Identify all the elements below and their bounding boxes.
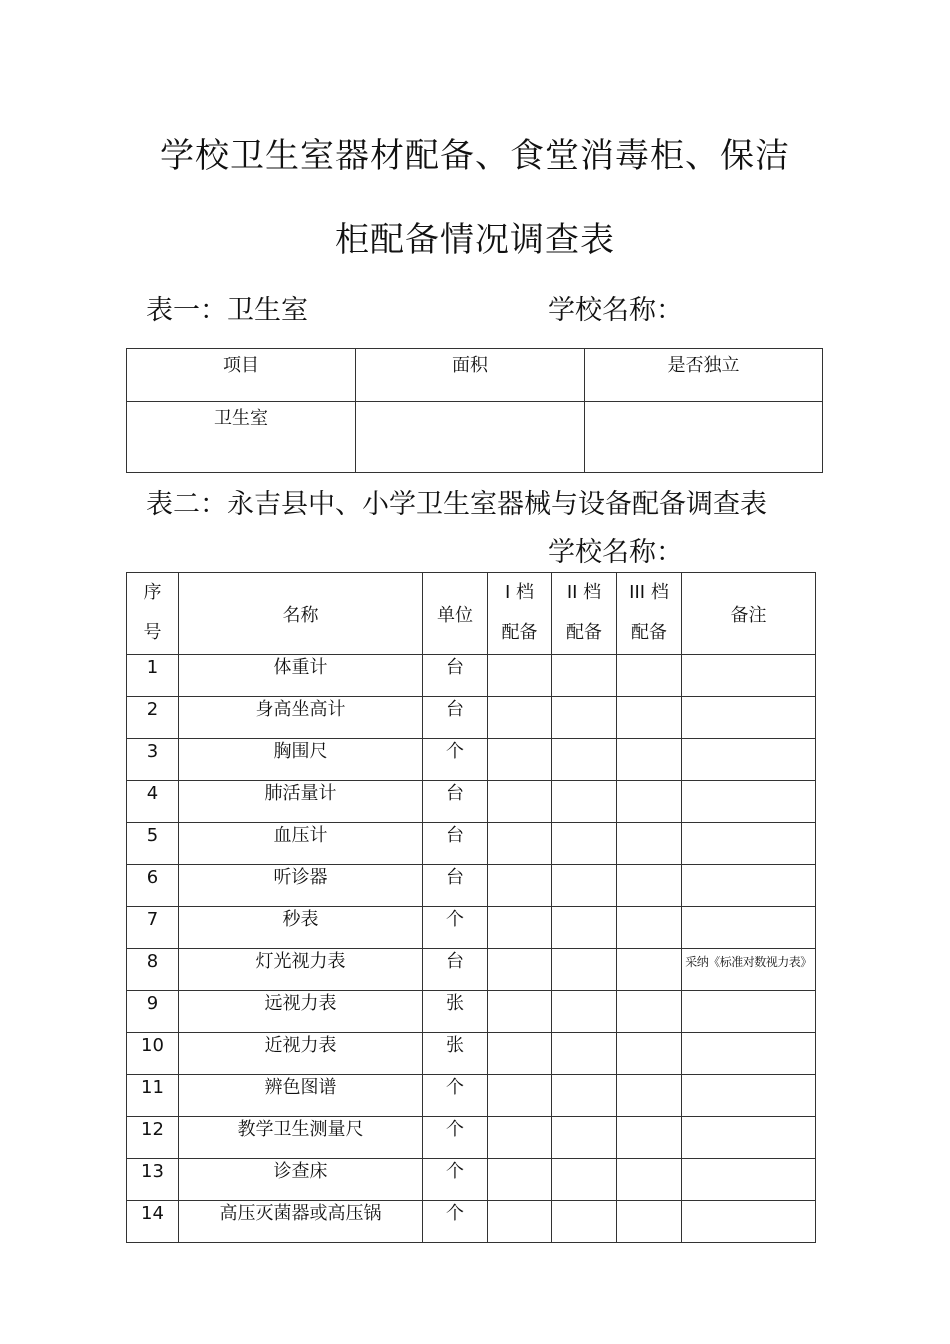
cell-level-1 (488, 949, 552, 991)
cell-remark: 采纳《标准对数视力表》 (682, 949, 816, 991)
cell-remark (682, 655, 816, 697)
table-row (127, 1117, 816, 1159)
header-area: 面积 (356, 349, 585, 402)
header-level-3 (617, 573, 682, 655)
cell-level-3 (617, 655, 682, 697)
cell-level-1 (488, 865, 552, 907)
table-row (127, 781, 816, 823)
cell-seq: 2 (127, 697, 179, 739)
cell-name: 近视力表 (179, 1033, 423, 1075)
cell-level-2 (552, 865, 617, 907)
cell-level-3 (617, 1033, 682, 1075)
cell-level-1 (488, 823, 552, 865)
table-row (127, 1201, 816, 1243)
table-row (127, 823, 816, 865)
cell-unit: 张 (423, 1033, 488, 1075)
cell-level-2 (552, 655, 617, 697)
header-seq-top: 序 (143, 582, 162, 603)
cell-level-1 (488, 991, 552, 1033)
table-one-row (127, 402, 823, 473)
cell-name: 肺活量计 (179, 781, 423, 823)
table-two-label: 表二：永吉县中、小学卫生室器械与设备配备调查表 (146, 489, 767, 520)
cell-unit: 台 (423, 781, 488, 823)
table-two-school-name-label: 学校名称： (548, 537, 683, 568)
header-seq (127, 573, 179, 655)
cell-remark (682, 1075, 816, 1117)
cell-level-3 (617, 1075, 682, 1117)
cell-seq: 9 (127, 991, 179, 1033)
cell-remark (682, 907, 816, 949)
cell-level-3 (617, 1117, 682, 1159)
cell-unit: 个 (423, 1201, 488, 1243)
cell-level-2 (552, 1117, 617, 1159)
cell-level-1 (488, 1075, 552, 1117)
table-row (127, 1075, 816, 1117)
cell-level-2 (552, 1033, 617, 1075)
cell-seq: 10 (127, 1033, 179, 1075)
table-row (127, 739, 816, 781)
cell-seq: 3 (127, 739, 179, 781)
cell-level-2 (552, 907, 617, 949)
cell-area (356, 402, 585, 473)
cell-level-1 (488, 1033, 552, 1075)
cell-level-1 (488, 697, 552, 739)
cell-unit: 个 (423, 1075, 488, 1117)
cell-level-2 (552, 781, 617, 823)
cell-name: 远视力表 (179, 991, 423, 1033)
cell-name: 秒表 (179, 907, 423, 949)
cell-remark (682, 697, 816, 739)
cell-seq: 7 (127, 907, 179, 949)
cell-unit: 台 (423, 823, 488, 865)
table-one-header-row (127, 349, 823, 402)
cell-seq: 12 (127, 1117, 179, 1159)
cell-seq: 4 (127, 781, 179, 823)
cell-unit: 台 (423, 865, 488, 907)
cell-remark (682, 1117, 816, 1159)
table-one-school-name-label: 学校名称： (548, 295, 683, 326)
table-row (127, 865, 816, 907)
cell-level-1 (488, 655, 552, 697)
cell-remark (682, 1201, 816, 1243)
cell-name: 诊查床 (179, 1159, 423, 1201)
header-item: 项目 (127, 349, 356, 402)
table-two-header-row (127, 573, 816, 655)
table-row (127, 949, 816, 991)
cell-level-3 (617, 823, 682, 865)
cell-seq: 1 (127, 655, 179, 697)
cell-seq: 14 (127, 1201, 179, 1243)
cell-level-3 (617, 739, 682, 781)
table-row (127, 1033, 816, 1075)
cell-item: 卫生室 (127, 402, 356, 473)
cell-level-2 (552, 991, 617, 1033)
cell-unit: 个 (423, 907, 488, 949)
cell-remark (682, 991, 816, 1033)
table-one-health-room (126, 348, 823, 473)
cell-level-3 (617, 1159, 682, 1201)
table-row (127, 655, 816, 697)
cell-name: 听诊器 (179, 865, 423, 907)
header-level-3-top: III 档 (629, 582, 669, 603)
cell-level-2 (552, 1075, 617, 1117)
header-remark: 备注 (682, 573, 816, 655)
cell-unit: 台 (423, 655, 488, 697)
cell-name: 辨色图谱 (179, 1075, 423, 1117)
cell-remark (682, 1159, 816, 1201)
cell-unit: 个 (423, 1117, 488, 1159)
cell-remark (682, 865, 816, 907)
cell-remark (682, 739, 816, 781)
table-row (127, 991, 816, 1033)
cell-level-2 (552, 1201, 617, 1243)
table-row (127, 1159, 816, 1201)
cell-level-2 (552, 697, 617, 739)
cell-level-2 (552, 949, 617, 991)
header-is-independent: 是否独立 (585, 349, 823, 402)
header-level-1 (488, 573, 552, 655)
cell-seq: 13 (127, 1159, 179, 1201)
cell-name: 血压计 (179, 823, 423, 865)
cell-seq: 5 (127, 823, 179, 865)
header-level-1-bottom: 配备 (501, 622, 538, 643)
cell-level-3 (617, 907, 682, 949)
table-two-body (127, 655, 816, 1243)
cell-seq: 8 (127, 949, 179, 991)
cell-level-3 (617, 781, 682, 823)
header-level-3-bottom: 配备 (631, 622, 667, 643)
cell-level-2 (552, 823, 617, 865)
cell-level-1 (488, 907, 552, 949)
cell-remark (682, 823, 816, 865)
table-row (127, 907, 816, 949)
header-level-2-bottom: 配备 (566, 622, 602, 643)
cell-level-2 (552, 1159, 617, 1201)
cell-level-3 (617, 991, 682, 1033)
header-seq-bottom: 号 (143, 622, 162, 643)
cell-name: 高压灭菌器或高压锅 (179, 1201, 423, 1243)
cell-level-3 (617, 1201, 682, 1243)
header-level-2-top: II 档 (566, 582, 602, 603)
table-two-equipment (126, 572, 816, 1243)
cell-remark (682, 781, 816, 823)
cell-name: 灯光视力表 (179, 949, 423, 991)
cell-remark (682, 1033, 816, 1075)
cell-unit: 个 (423, 739, 488, 781)
document-title-line-2: 柜配备情况调查表 (335, 220, 615, 260)
header-unit: 单位 (423, 573, 488, 655)
cell-unit: 张 (423, 991, 488, 1033)
cell-level-1 (488, 1201, 552, 1243)
table-one-label: 表一：卫生室 (146, 295, 308, 326)
cell-name: 身高坐高计 (179, 697, 423, 739)
document-title-line-1: 学校卫生室器材配备、食堂消毒柜、保洁 (160, 136, 790, 176)
header-name: 名称 (179, 573, 423, 655)
cell-seq: 11 (127, 1075, 179, 1117)
header-level-1-top: I 档 (504, 582, 535, 603)
cell-is-independent (585, 402, 823, 473)
cell-level-3 (617, 697, 682, 739)
cell-name: 胸围尺 (179, 739, 423, 781)
cell-level-1 (488, 781, 552, 823)
cell-seq: 6 (127, 865, 179, 907)
cell-level-1 (488, 1117, 552, 1159)
table-row (127, 697, 816, 739)
cell-level-1 (488, 739, 552, 781)
cell-unit: 台 (423, 697, 488, 739)
cell-unit: 个 (423, 1159, 488, 1201)
cell-name: 体重计 (179, 655, 423, 697)
cell-level-3 (617, 949, 682, 991)
cell-name: 教学卫生测量尺 (179, 1117, 423, 1159)
cell-level-1 (488, 1159, 552, 1201)
cell-level-3 (617, 865, 682, 907)
cell-level-2 (552, 739, 617, 781)
cell-unit: 台 (423, 949, 488, 991)
header-level-2 (552, 573, 617, 655)
